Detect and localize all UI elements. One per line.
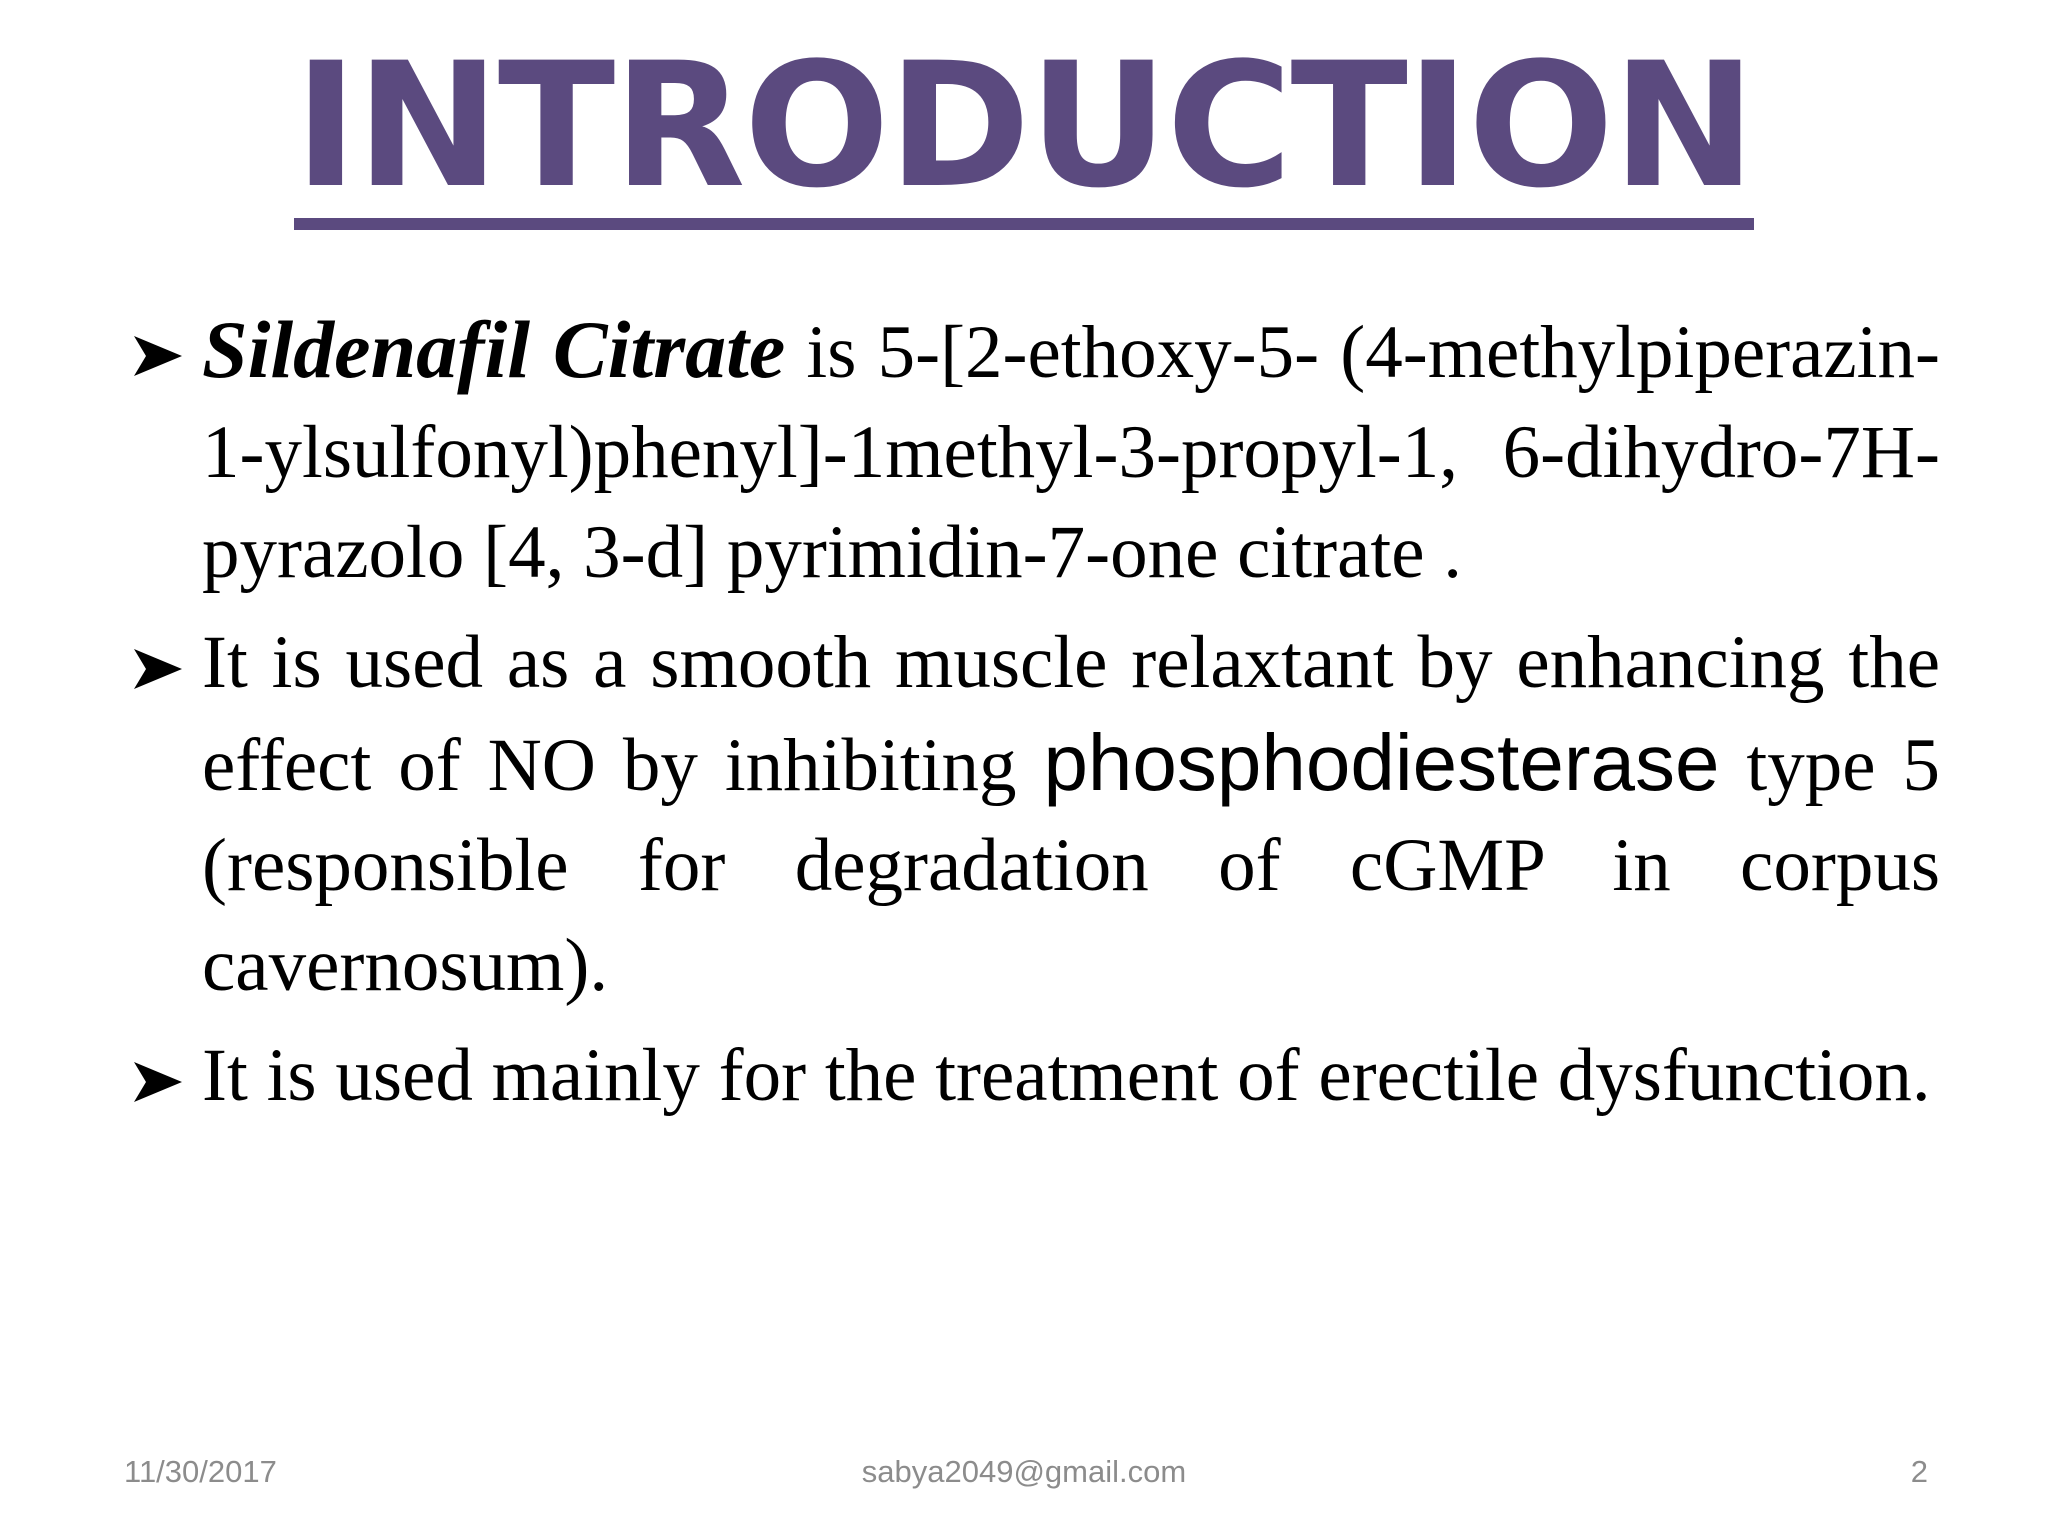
bullet-text: It is used as a smooth muscle relaxtant by enhancing the effect of NO by inhibiting [202, 621, 1940, 807]
bullet-text: It is used mainly for the treatment of erectile dysfunction. [202, 1034, 1931, 1117]
bullet-item [130, 300, 1940, 603]
emphasis-term: phosphodiesterase [1043, 718, 1720, 807]
drug-name: Sildenafil Citrate [202, 304, 786, 395]
slide-title-text: INTRODUCTION [294, 40, 1754, 230]
bullet-item [130, 613, 1940, 1016]
footer-page-number: 2 [1910, 1454, 1928, 1489]
bullet-text: is 5-[2-ethoxy-5- (4-methylpiperazin-1-ylsulfonyl)phenyl]-1methyl-3-propyl-1, 6-dihydro-7H-pyrazolo [4, 3-d] pyrimidin-7-one citrate . [202, 311, 1940, 594]
bullet-text: type 5 (responsible for degradation of cGMP in corpus cavernosum). [202, 724, 1940, 1007]
footer-date: 11/30/2017 [124, 1454, 277, 1489]
bullet-item [130, 1026, 1940, 1126]
footer-email: sabya2049@gmail.com [861, 1454, 1187, 1489]
arrow-bullet-icon [130, 645, 186, 693]
slide-body [130, 300, 1940, 1136]
slide-title [0, 25, 2048, 230]
arrow-bullet-icon [130, 332, 186, 380]
arrow-bullet-icon [130, 1058, 186, 1106]
